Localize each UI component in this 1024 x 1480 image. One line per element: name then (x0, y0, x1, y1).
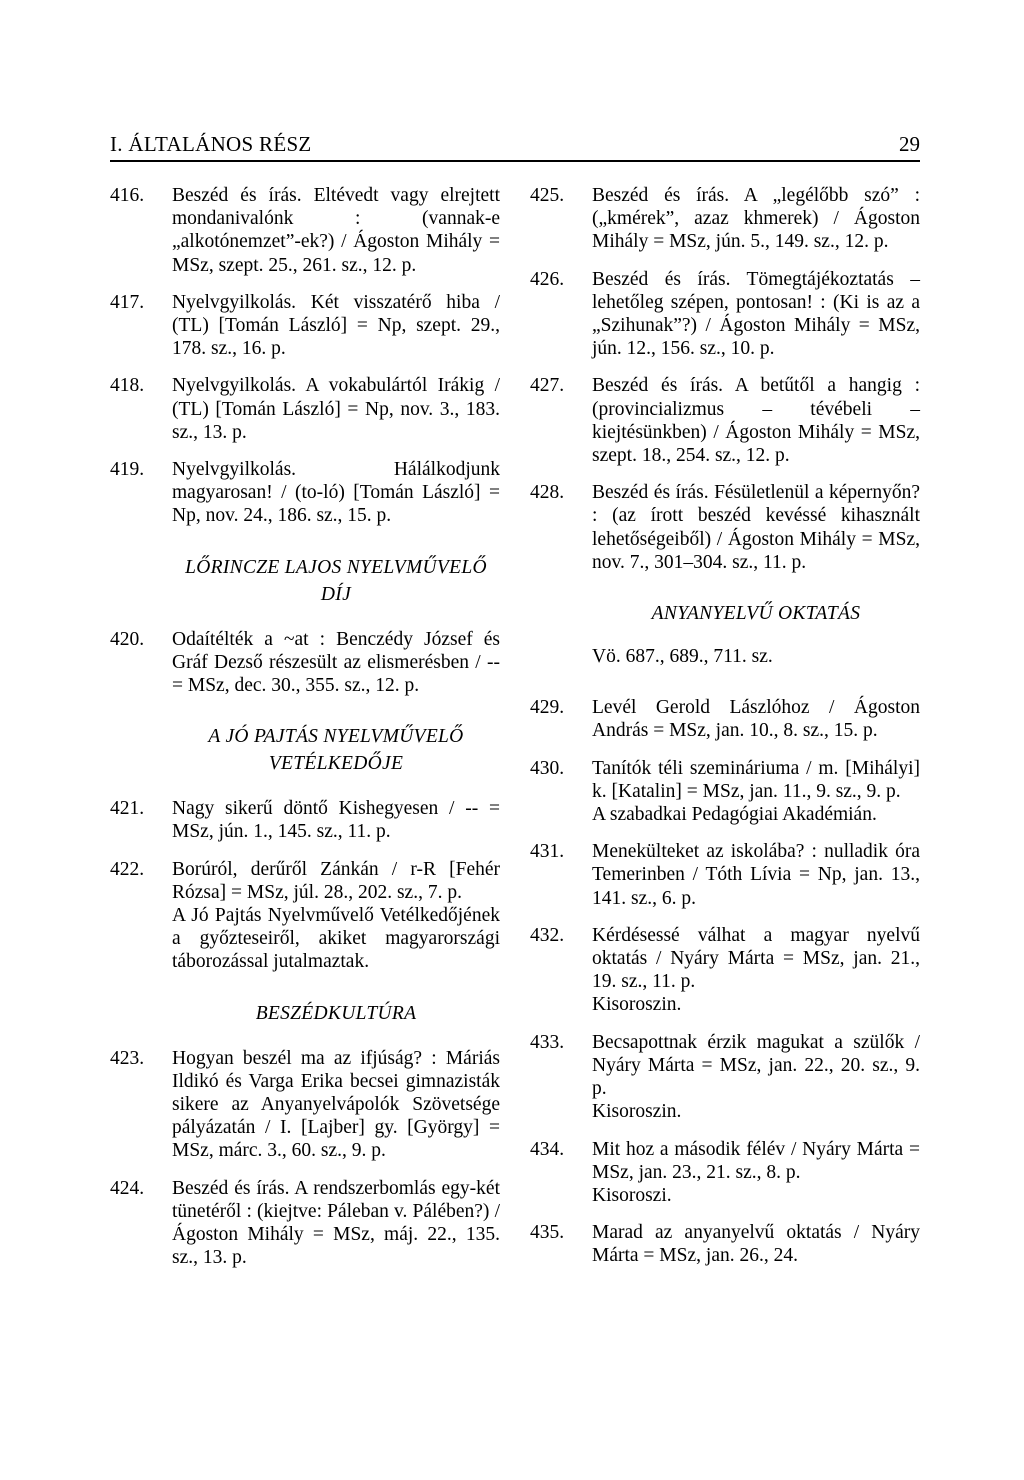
entry-number: 421. (110, 798, 145, 820)
running-title: I. ÁLTALÁNOS RÉSZ (110, 132, 312, 156)
entry-text (172, 1177, 500, 1270)
entry-text (592, 1138, 920, 1208)
entry-number: 420. (110, 628, 145, 650)
entry-citation: Hogyan beszél ma az ifjúság? : Máriás Ildikó és Varga Erika becsei gimnazisták sikere az Anyanyelvápolók Szövetsége pályázatán / I. [Lajber] gy. [György] = MSz, márc. 3., 60. sz., 9. p. (172, 1047, 500, 1162)
entry-citation: Becsapottnak érzik magukat a szülők / Nyáry Márta = MSz, jan. 22., 20. sz., 9. p. (592, 1031, 920, 1100)
entry-number: 428. (530, 482, 565, 504)
section-heading: A JÓ PAJTÁS NYELVMŰVELŐ VETÉLKEDŐJE (208, 726, 464, 775)
entry-text (172, 1047, 500, 1163)
entry-annotation: Kisoroszi. (592, 1184, 672, 1206)
section-heading: ANYANYELVŰ OKTATÁS (651, 603, 861, 625)
entry-text (172, 291, 500, 361)
bibliography-entry (530, 184, 920, 254)
bibliography-entry (110, 1177, 500, 1270)
bibliography-entry (530, 1221, 920, 1267)
entry-number: 417. (110, 291, 145, 313)
entry-citation: Marad az anyanyelvű oktatás / Nyáry Márta = MSz, jan. 26., 24. (592, 1222, 920, 1267)
entry-number: 416. (110, 185, 145, 206)
entry-citation: Borúról, derűről Zánkán / r-R [Fehér Rózsa] = MSz, júl. 28., 202. sz., 7. p. (172, 858, 500, 903)
entry-number: 419. (110, 459, 145, 481)
entry-number: 422. (110, 858, 145, 880)
entry-citation: Nyelvgyilkolás. A vokabulártól Irákig / (TL) [Tomán László] = Np, nov. 3., 183. sz., 13. p. (172, 375, 500, 443)
entry-number: 433. (530, 1031, 565, 1053)
entry-text (172, 374, 500, 444)
bibliography-entry (110, 1047, 500, 1163)
entry-citation: Tanítók téli szemináriuma / m. [Mihályi] k. [Katalin] = MSz, jan. 11., 9. sz., 9. p. (592, 757, 920, 802)
entry-text (172, 458, 500, 528)
entry-citation: Nyelvgyilkolás. Két visszatérő hiba / (TL) [Tomán László] = Np, szept. 29., 178. sz., 16. p. (172, 291, 500, 360)
bibliography-entry (530, 481, 920, 574)
bibliography-entry (530, 1138, 920, 1208)
entry-text (592, 481, 920, 574)
bibliography-entry (110, 458, 500, 528)
left-column (110, 184, 500, 1284)
entry-number: 425. (530, 185, 565, 206)
entry-number: 426. (530, 268, 565, 290)
entry-citation: Beszéd és írás. A „legélőbb szó” : („kmérek”, azaz khmerek) / Ágoston Mihály = MSz, jún. 5., 149. sz., 12. p. (592, 185, 920, 253)
entry-text (592, 268, 920, 361)
entry-citation: Nagy sikerű döntő Kishegyesen / -- = MSz, jún. 1., 145. sz., 11. p. (172, 798, 500, 843)
entry-citation: Odaítélték a ~at : Benczédy József és Gráf Dezső részesült az elismerésben / -- = MSz, dec. 30., 355. sz., 12. p. (172, 628, 500, 697)
bibliography-entry (110, 184, 500, 277)
bibliography-entry (530, 757, 920, 827)
entry-number: 430. (530, 757, 565, 779)
entry-number: 434. (530, 1138, 565, 1160)
entry-text (172, 858, 500, 974)
entry-text (172, 628, 500, 698)
entry-text (592, 840, 920, 910)
header-rule (110, 160, 920, 162)
entry-annotation: A szabadkai Pedagógiai Akadémián. (592, 804, 877, 826)
entry-number: 435. (530, 1222, 565, 1244)
section-heading: BESZÉDKULTÚRA (255, 1002, 417, 1024)
entry-citation: Kérdésessé válhat a magyar nyelvű oktatás / Nyáry Márta = MSz, jan. 21., 19. sz., 11. p. (592, 924, 920, 993)
bibliography-entry (110, 374, 500, 444)
entry-citation: Beszéd és írás. Tömegtájékoztatás – lehetőleg szépen, pontosan! : (Ki is az a „Szihunak”?) / Ágoston Mihály = MSz, jún. 12., 156. sz., 10. p. (592, 268, 920, 360)
entry-citation: Beszéd és írás. A betűtől a hangig : (provincializmus – tévébeli – kiejtésünkben) / Ágoston Mihály = MSz, szept. 18., 254. sz., 12. p. (592, 375, 920, 467)
entry-number: 423. (110, 1047, 145, 1069)
entry-text (592, 1031, 920, 1124)
entry-text (592, 924, 920, 1017)
entry-text (592, 374, 920, 467)
bibliography-entry (110, 628, 500, 698)
entry-number: 429. (530, 697, 565, 719)
entry-annotation: A Jó Pajtás Nyelvművelő Vetélkedőjének a győzteseiről, akiket magyarországi táborozással jutalmaztak. (172, 905, 500, 973)
right-column (530, 184, 920, 1282)
entry-number: 427. (530, 375, 565, 397)
entry-citation: Beszéd és írás. Fésületlenül a képernyőn? : (az írott beszéd kevéssé kihasznált lehetőségeiből) / Ágoston Mihály = MSz, nov. 7., 301–304. sz., 11. p. (592, 482, 920, 573)
bibliography-entry (530, 696, 920, 742)
entry-citation: Beszéd és írás. A rendszerbomlás egy-két tünetéről : (kiejtve: Páleban v. Pálében?) / Ágoston Mihály = MSz, máj. 22., 135. sz., 13. p. (172, 1177, 500, 1269)
cross-reference-note: Vö. 687., 689., 711. sz. (592, 646, 773, 668)
entry-citation: Levél Gerold Lászlóhoz / Ágoston András = MSz, jan. 10., 8. sz., 15. p. (592, 697, 920, 742)
bibliography-entry (110, 858, 500, 974)
entry-text (172, 797, 500, 843)
bibliography-entry (530, 1031, 920, 1124)
entry-citation: Nyelvgyilkolás. Hálálkodjunk magyarosan! / (to-ló) [Tomán László] = Np, nov. 24., 186. sz., 15. p. (172, 459, 500, 527)
entry-number: 418. (110, 375, 145, 397)
entry-number: 431. (530, 841, 565, 863)
entry-citation: Mit hoz a második félév / Nyáry Márta = MSz, jan. 23., 21. sz., 8. p. (592, 1138, 920, 1183)
bibliography-entry (110, 797, 500, 843)
entry-citation: Beszéd és írás. Eltévedt vagy elrejtett mondanivalónk : (vannak-e „alkotónemzet”-ek?) / Ágoston Mihály = MSz, szept. 25., 261. sz., 12. p. (172, 185, 500, 276)
section-heading: LŐRINCZE LAJOS NYELVMŰVELŐ DÍJ (185, 556, 487, 605)
book-page (110, 132, 920, 1269)
entry-text (592, 757, 920, 827)
bibliography-entry (530, 374, 920, 467)
running-header (110, 132, 920, 166)
bibliography-entry (530, 924, 920, 1017)
page-number: 29 (899, 132, 920, 156)
entry-citation: Menekülteket az iskolába? : nulladik óra Temerinben / Tóth Lívia = Np, jan. 13., 141. sz., 6. p. (592, 841, 920, 909)
entry-annotation: Kisoroszin. (592, 1101, 682, 1123)
entry-annotation: Kisoroszin. (592, 994, 682, 1016)
entry-text (592, 1221, 920, 1267)
entry-number: 424. (110, 1177, 145, 1199)
entry-text (592, 696, 920, 742)
entry-number: 432. (530, 924, 565, 946)
bibliography-entry (110, 291, 500, 361)
bibliography-entry (530, 268, 920, 361)
bibliography-entry (530, 840, 920, 910)
entry-text (172, 184, 500, 277)
entry-text (592, 184, 920, 254)
